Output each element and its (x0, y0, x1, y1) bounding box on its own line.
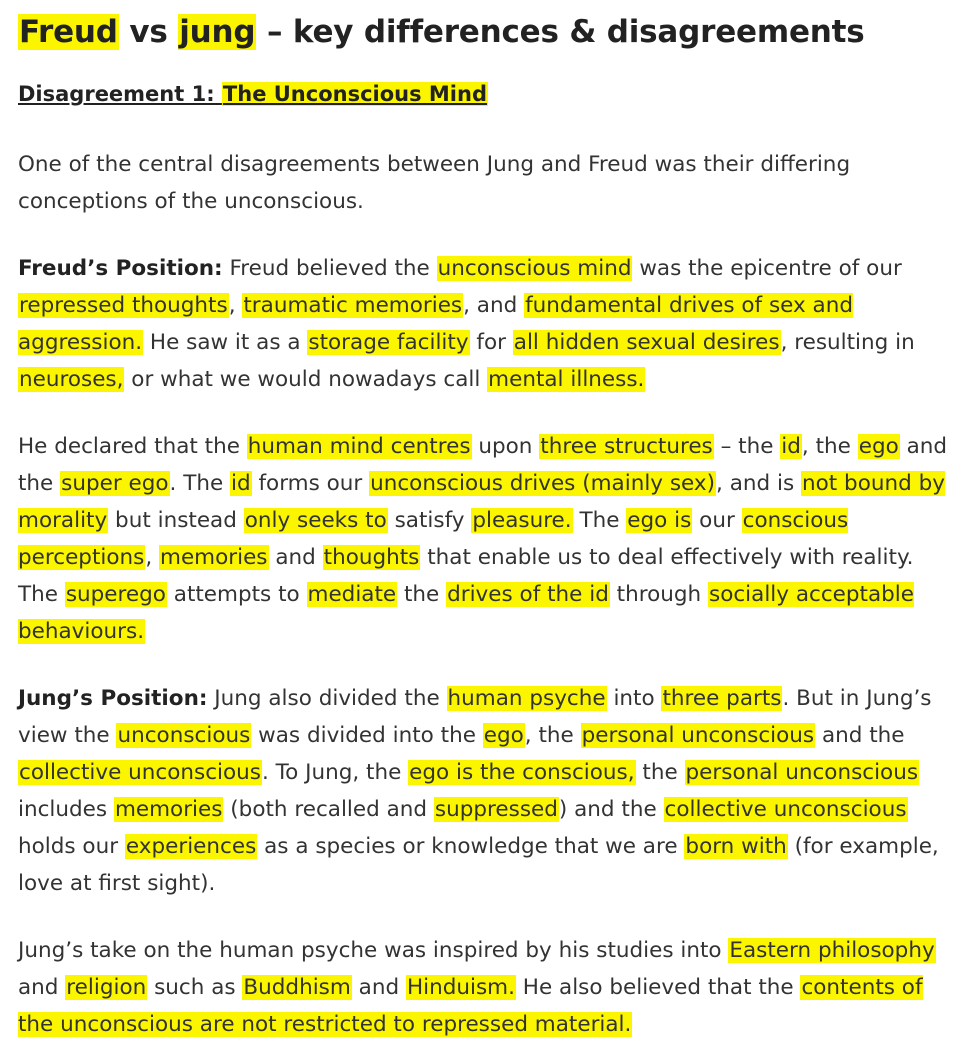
text-segment: or what we would nowadays call (124, 367, 488, 392)
highlight: memories (160, 545, 268, 570)
text-segment: was divided into the (251, 723, 483, 748)
highlight: human mind centres (247, 434, 471, 459)
highlight: ego is (627, 508, 692, 533)
text-segment: and (351, 975, 406, 1000)
highlight: repressed thoughts (19, 293, 228, 318)
highlight: Buddhism (243, 975, 351, 1000)
intro-paragraph: One of the central disagreements between Jung and Freud was their differing conceptions of the unconscious. (18, 152, 851, 214)
highlight: unconscious drives (mainly sex) (370, 471, 716, 496)
text-segment: through (609, 582, 708, 607)
highlight: Hinduism. (406, 975, 515, 1000)
freud-position-paragraph (18, 250, 958, 398)
highlight: three parts (662, 686, 782, 711)
page-title (18, 8, 958, 56)
text-segment: , and is (716, 471, 801, 496)
highlight: unconscious (117, 723, 251, 748)
text-segment: our (692, 508, 742, 533)
highlight: contents of the unconscious are not restricted to repressed material. (18, 975, 923, 1037)
text-segment: . But in Jung’s view the (18, 686, 932, 748)
freud-position-label: Freud’s Position: (18, 256, 223, 281)
text-segment: into (606, 686, 662, 711)
text-segment: and (268, 545, 323, 570)
text-segment: . To Jung, the (262, 760, 409, 785)
title-jung: jung (179, 14, 256, 50)
text-segment: The (572, 508, 627, 533)
highlight: human psyche (447, 686, 606, 711)
highlight: fundamental drives of sex and aggression. (18, 293, 854, 355)
highlight: drives of the id (447, 582, 609, 607)
text-segment: He declared that the (18, 434, 247, 459)
highlight: three structures (540, 434, 713, 459)
text-segment: Jung also divided the (207, 686, 447, 711)
highlight: super ego (61, 471, 169, 496)
text-segment: and (18, 975, 66, 1000)
jung-position-label: Jung’s Position: (18, 686, 208, 711)
highlight: neuroses, (19, 367, 124, 392)
text-segment: as a species or knowledge that we are (257, 834, 685, 859)
title-vs: vs (118, 14, 179, 50)
highlight: religion (66, 975, 147, 1000)
highlight: experiences (125, 834, 257, 859)
text-segment: He also believed that the (515, 975, 801, 1000)
text-segment: but instead (108, 508, 244, 533)
highlight: ego is the conscious, (409, 760, 635, 785)
highlight: id (781, 434, 801, 459)
title-freud: Freud (19, 14, 118, 50)
highlight: socially acceptable behaviours. (18, 582, 914, 644)
highlight: ego (483, 723, 524, 748)
text-segment: , the (801, 434, 858, 459)
text-segment: , (228, 293, 243, 318)
text-segment: attempts to (166, 582, 307, 607)
highlight: suppressed (434, 797, 558, 822)
highlight: mental illness. (488, 367, 645, 392)
text-segment: the (635, 760, 685, 785)
text-segment: , and (463, 293, 525, 318)
text-segment: , the (524, 723, 581, 748)
highlight: born with (685, 834, 787, 859)
text-segment: that enable us to deal effectively with reality. The (18, 545, 914, 607)
text-segment: for (469, 330, 513, 355)
jung-take-paragraph (18, 932, 958, 1043)
highlight: not bound by morality (18, 471, 945, 533)
highlight: all hidden sexual desires (513, 330, 780, 355)
text-segment: ) and the (558, 797, 664, 822)
highlight: thoughts (323, 545, 420, 570)
subheading-prefix: Disagreement 1: (18, 82, 222, 106)
text-segment: (for example, love at first sight). (18, 834, 939, 896)
highlight: conscious perceptions (18, 508, 849, 570)
highlight: unconscious mind (437, 256, 632, 281)
text-segment: – the (713, 434, 781, 459)
text-segment: and the (815, 723, 905, 748)
highlight: personal unconscious (581, 723, 815, 748)
highlight: ego (858, 434, 899, 459)
subheading-topic: The Unconscious Mind (222, 82, 487, 106)
text-segment: He saw it as a (143, 330, 308, 355)
highlight: collective unconscious (19, 760, 261, 785)
subheading (18, 78, 958, 110)
highlight: id (231, 471, 251, 496)
title-rest: – key differences & disagreements (256, 14, 865, 50)
text-segment: includes (18, 797, 114, 822)
highlight: Eastern philosophy (729, 938, 935, 963)
text-segment: (both recalled and (223, 797, 434, 822)
highlight: superego (65, 582, 166, 607)
jung-position-paragraph (18, 680, 958, 902)
text-segment: such as (147, 975, 243, 1000)
highlight: storage facility (308, 330, 469, 355)
highlight: personal unconscious (685, 760, 919, 785)
text-segment: Freud believed the (222, 256, 437, 281)
text-segment: , resulting in (780, 330, 915, 355)
highlight: memories (114, 797, 223, 822)
text-segment: was the epicentre of our (632, 256, 902, 281)
text-segment: Jung’s take on the human psyche was inspired by his studies into (18, 938, 729, 963)
text-segment: the (397, 582, 447, 607)
structures-paragraph (18, 428, 958, 650)
text-segment: holds our (18, 834, 125, 859)
highlight: mediate (307, 582, 397, 607)
text-segment: satisfy (387, 508, 472, 533)
highlight: pleasure. (472, 508, 572, 533)
text-segment: , (145, 545, 159, 570)
text-segment: and the (18, 434, 948, 496)
highlight: only seeks to (244, 508, 387, 533)
text-segment: . The (169, 471, 231, 496)
highlight: collective unconscious (664, 797, 907, 822)
text-segment: upon (471, 434, 540, 459)
text-segment: forms our (251, 471, 370, 496)
highlight: traumatic memories (243, 293, 463, 318)
